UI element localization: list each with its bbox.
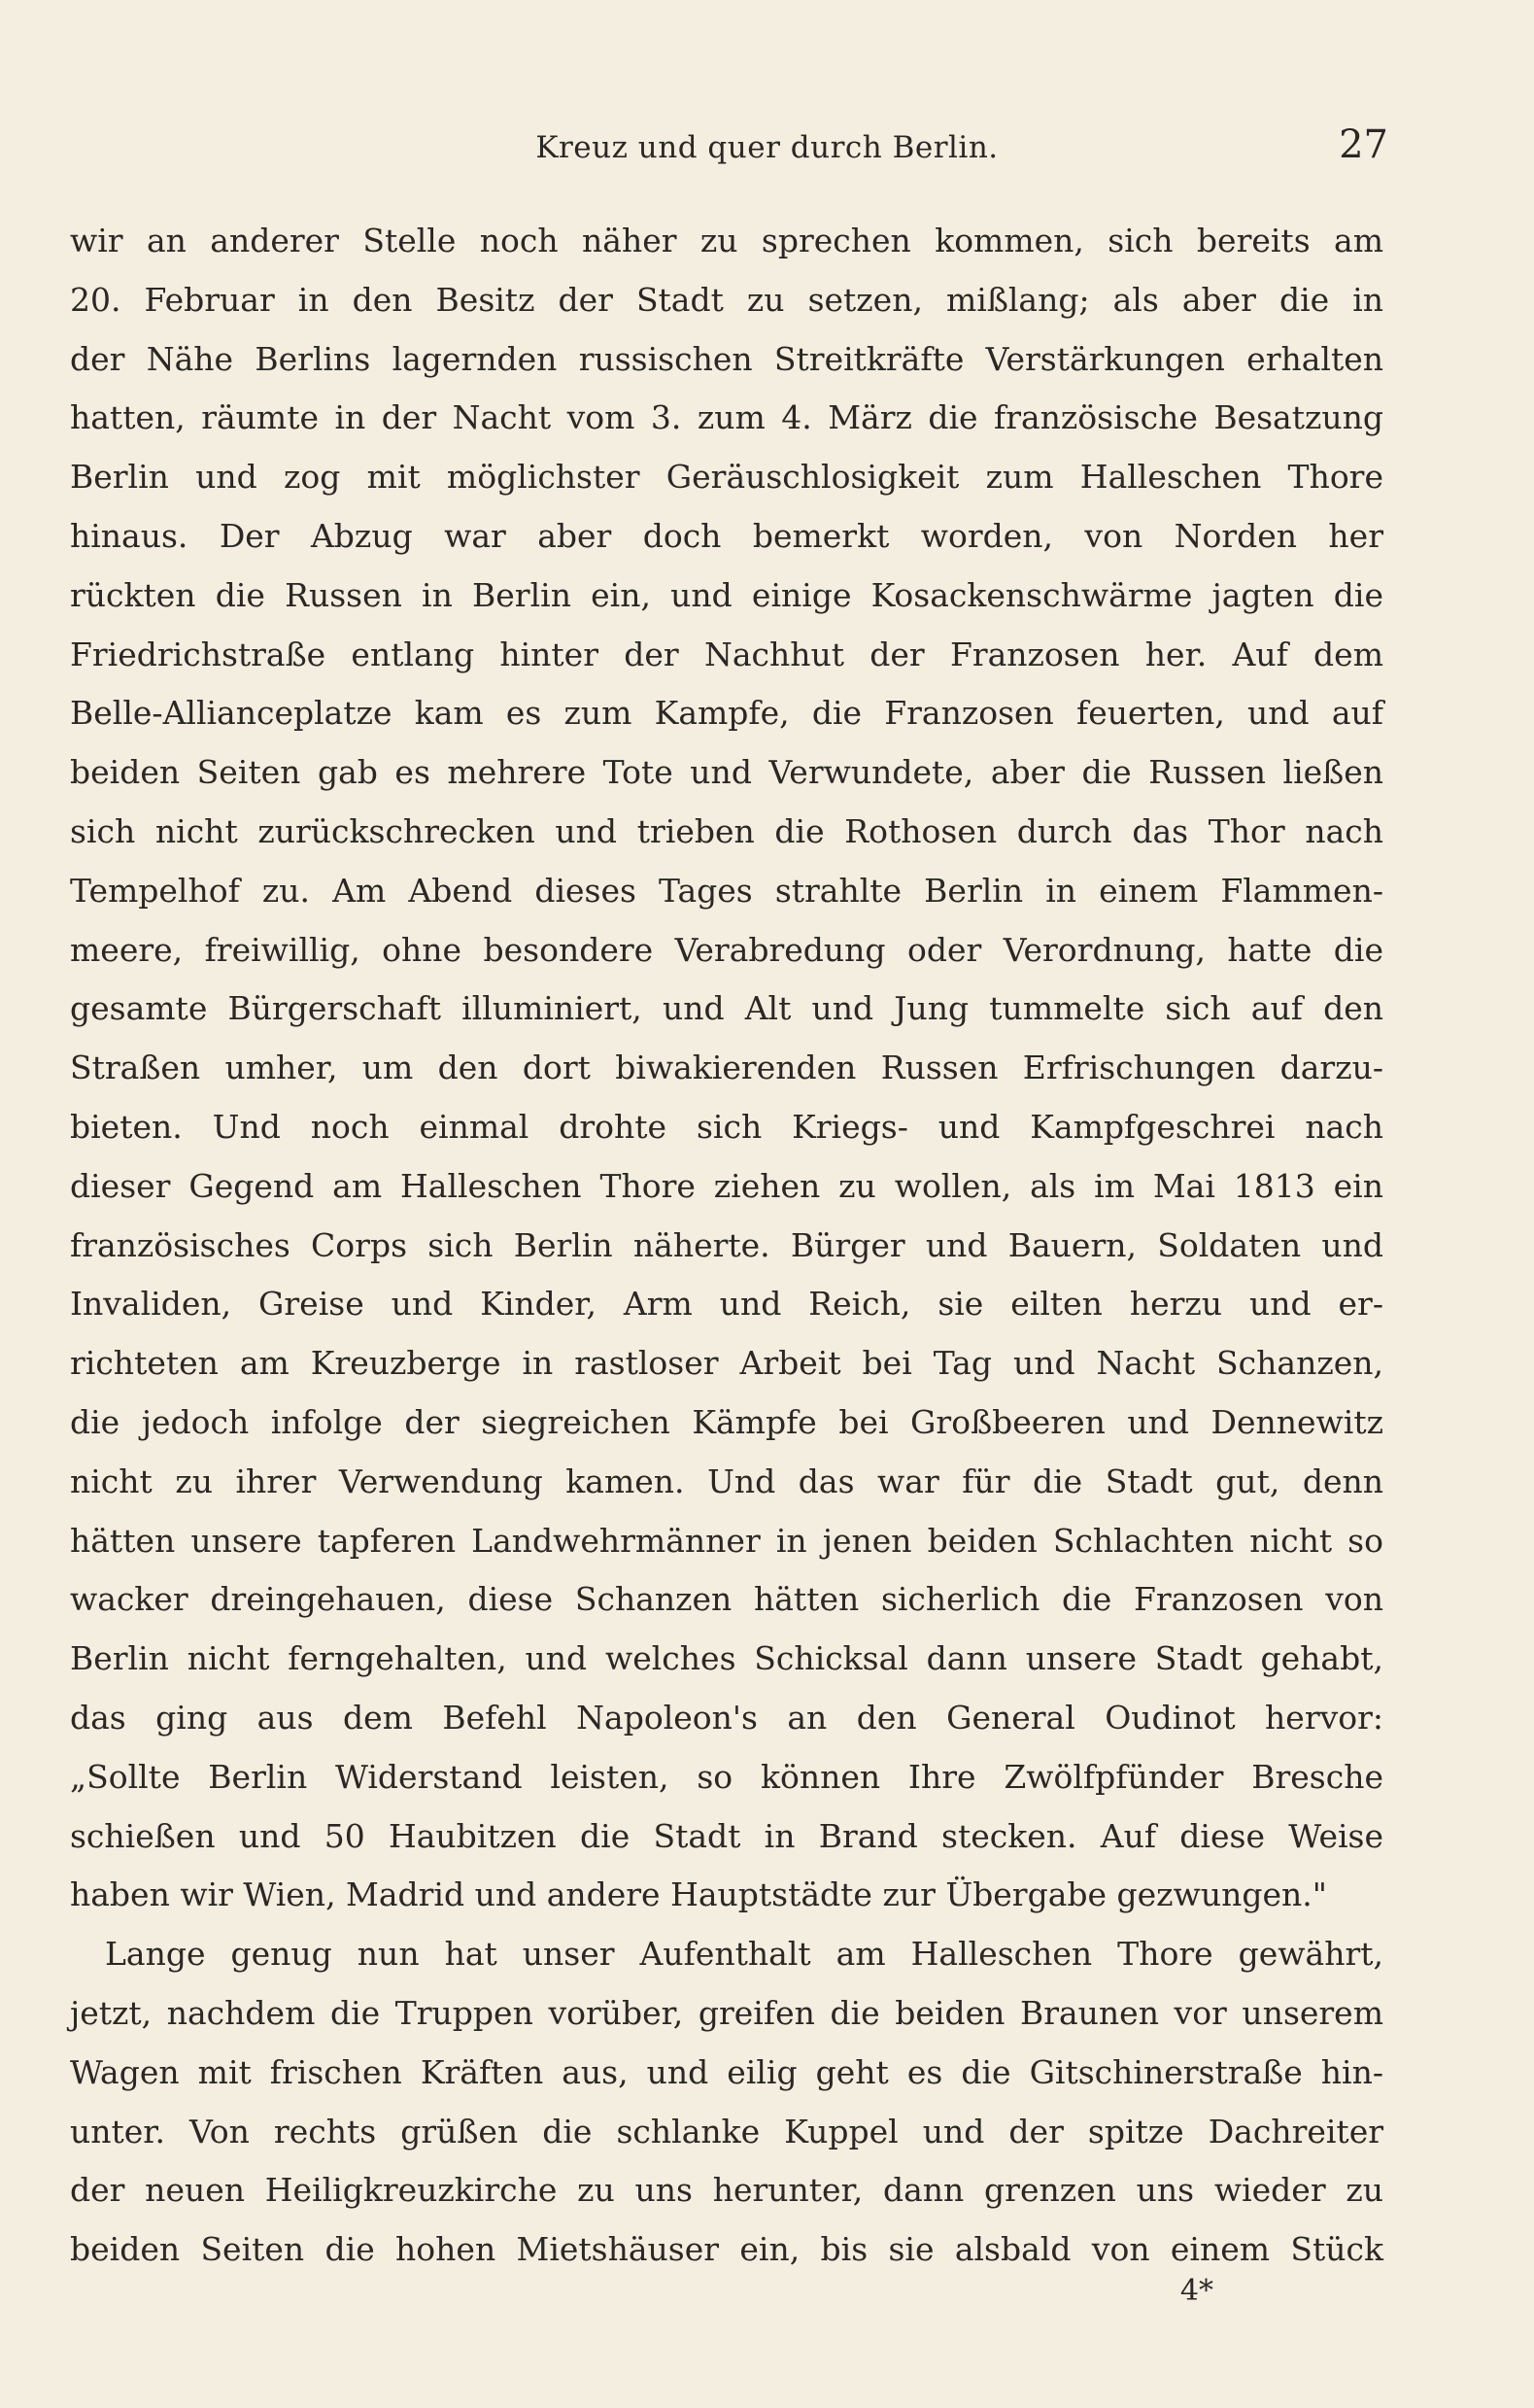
text-line: Berlin nicht ferngehalten, und welches Schicksal dann unsere Stadt gehabt, bbox=[70, 1639, 1383, 1678]
running-title: Kreuz und quer durch Berlin. bbox=[535, 130, 999, 165]
text-line: die jedoch infolge der siegreichen Kämpfe bei Großbeeren und Dennewitz bbox=[70, 1402, 1383, 1441]
text-line: dieser Gegend am Halleschen Thore ziehen zu wollen, als im Mai 1813 ein bbox=[70, 1166, 1383, 1205]
text-line: wir an anderer Stelle noch näher zu sprechen kommen, sich bereits am bbox=[70, 222, 1383, 259]
text-line: Lange genug nun hat unser Aufenthalt am Halleschen Thore gewährt, bbox=[105, 1935, 1383, 1974]
text-line: hinaus. Der Abzug war aber doch bemerkt worden, von Norden her bbox=[70, 516, 1383, 555]
text-line: jetzt, nachdem die Truppen vorüber, greifen die beiden Braunen vor unserem bbox=[70, 1993, 1383, 2032]
text-line: haben wir Wien, Madrid und andere Hauptstädte zur Übergabe gezwungen." bbox=[70, 1875, 1327, 1914]
text-line: gesamte Bürgerschaft illuminiert, und Alt und Jung tummelte sich auf den bbox=[70, 989, 1383, 1028]
text-line: der Nähe Berlins lagernden russischen Streitkräfte Verstärkungen erhalten bbox=[70, 339, 1383, 378]
text-line: beiden Seiten die hohen Mietshäuser ein, bis sie alsbald von einem Stück bbox=[70, 2230, 1383, 2269]
text-line: richteten am Kreuzberge in rastloser Arbeit bei Tag und Nacht Schanzen, bbox=[70, 1344, 1383, 1383]
text-line: Belle-Allianceplatze kam es zum Kampfe, die Franzosen feuerten, und auf bbox=[70, 694, 1383, 733]
text-line: bieten. Und noch einmal drohte sich Kriegs- und Kampfgeschrei nach bbox=[70, 1107, 1383, 1146]
text-line: rückten die Russen in Berlin ein, und einige Kosackenschwärme jagten die bbox=[70, 575, 1383, 614]
text-line: hatten, räumte in der Nacht vom 3. zum 4. März die französische Besatzung bbox=[70, 398, 1383, 437]
text-line: das ging aus dem Befehl Napoleon's an den General Oudinot hervor: bbox=[70, 1698, 1383, 1737]
signature-mark: 4* bbox=[1179, 2274, 1213, 2308]
text-line: Invaliden, Greise und Kinder, Arm und Reich, sie eilten herzu und er- bbox=[70, 1285, 1383, 1324]
text-line: Friedrichstraße entlang hinter der Nachhut der Franzosen her. Auf dem bbox=[70, 635, 1383, 673]
text-line: „Sollte Berlin Widerstand leisten, so können Ihre Zwölfpfünder Bresche bbox=[70, 1757, 1383, 1796]
text-line: wacker dreingehauen, diese Schanzen hätten sicherlich die Franzosen von bbox=[70, 1580, 1383, 1619]
text-line: 20. Februar in den Besitz der Stadt zu setzen, mißlang; als aber die in bbox=[70, 280, 1383, 319]
body-text bbox=[70, 212, 1383, 2280]
text-line: hätten unsere tapferen Landwehrmänner in jenen beiden Schlachten nicht so bbox=[70, 1521, 1383, 1560]
text-line: Wagen mit frischen Kräften aus, und eilig geht es die Gitschinerstraße hin- bbox=[70, 2052, 1383, 2091]
page-number: 27 bbox=[1339, 122, 1388, 167]
text-line: beiden Seiten gab es mehrere Tote und Verwundete, aber die Russen ließen bbox=[70, 753, 1383, 792]
text-line: der neuen Heiligkreuzkirche zu uns herunter, dann grenzen uns wieder zu bbox=[70, 2171, 1383, 2210]
text-line: schießen und 50 Haubitzen die Stadt in Brand stecken. Auf diese Weise bbox=[70, 1816, 1383, 1855]
text-line: Tempelhof zu. Am Abend dieses Tages strahlte Berlin in einem Flammen- bbox=[70, 871, 1383, 910]
page-header bbox=[0, 122, 1534, 177]
text-line: nicht zu ihrer Verwendung kamen. Und das war für die Stadt gut, denn bbox=[70, 1462, 1383, 1500]
text-line: unter. Von rechts grüßen die schlanke Kuppel und der spitze Dachreiter bbox=[70, 2112, 1383, 2150]
text-line: meere, freiwillig, ohne besondere Verabredung oder Verordnung, hatte die bbox=[70, 930, 1383, 969]
text-line: Straßen umher, um den dort biwakierenden Russen Erfrischungen darzu- bbox=[70, 1049, 1383, 1087]
text-line: französisches Corps sich Berlin näherte. Bürger und Bauern, Soldaten und bbox=[70, 1225, 1383, 1264]
text-line: Berlin und zog mit möglichster Geräuschlosigkeit zum Halleschen Thore bbox=[70, 458, 1383, 497]
text-line: sich nicht zurückschrecken und trieben die Rothosen durch das Thor nach bbox=[70, 811, 1383, 850]
